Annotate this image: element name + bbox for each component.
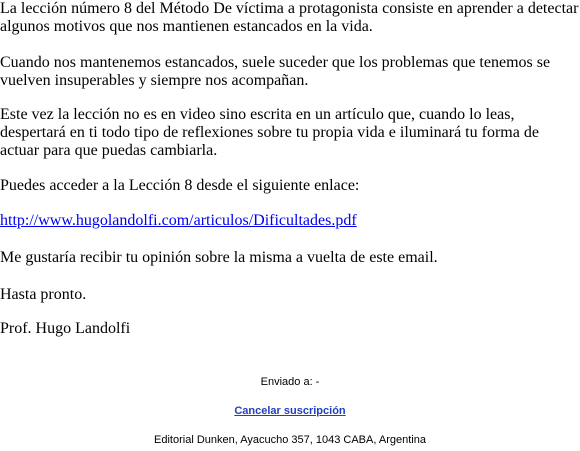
paragraph-feedback-request: Me gustaría recibir tu opinión sobre la misma a vuelta de este email. bbox=[0, 249, 438, 266]
signature: Prof. Hugo Landolfi bbox=[0, 320, 131, 337]
sent-to-text: Enviado a: - bbox=[260, 376, 320, 388]
closing-text: Hasta pronto. bbox=[0, 286, 87, 303]
article-pdf-link[interactable]: http://www.hugolandolfi.com/articulos/Dificultades.pdf bbox=[0, 212, 357, 229]
paragraph-lesson-intro: La lección número 8 del Método De víctima a protagonista consiste en aprender a detectar algunos motivos que nos mantienen estancados en la vida. bbox=[0, 0, 579, 35]
paragraph-article: Este vez la lección no es en video sino escrita en un artículo que, cuando lo leas, despertará en ti todo tipo de reflexiones sobre tu propia vida e iluminará tu forma de actuar para que puedas cambiarla. bbox=[0, 106, 539, 159]
paragraph-access: Puedes acceder a la Lección 8 desde el siguiente enlace: bbox=[0, 177, 360, 194]
paragraph-stuck: Cuando nos mantenemos estancados, suele suceder que los problemas que tenemos se vuelven insuperables y siempre nos acompañan. bbox=[0, 54, 551, 89]
link-paragraph bbox=[0, 212, 580, 230]
unsubscribe-row bbox=[0, 405, 580, 418]
footer-address: Editorial Dunken, Ayacucho 357, 1043 CABA, Argentina bbox=[154, 434, 426, 446]
unsubscribe-link[interactable]: Cancelar suscripción bbox=[234, 405, 346, 417]
